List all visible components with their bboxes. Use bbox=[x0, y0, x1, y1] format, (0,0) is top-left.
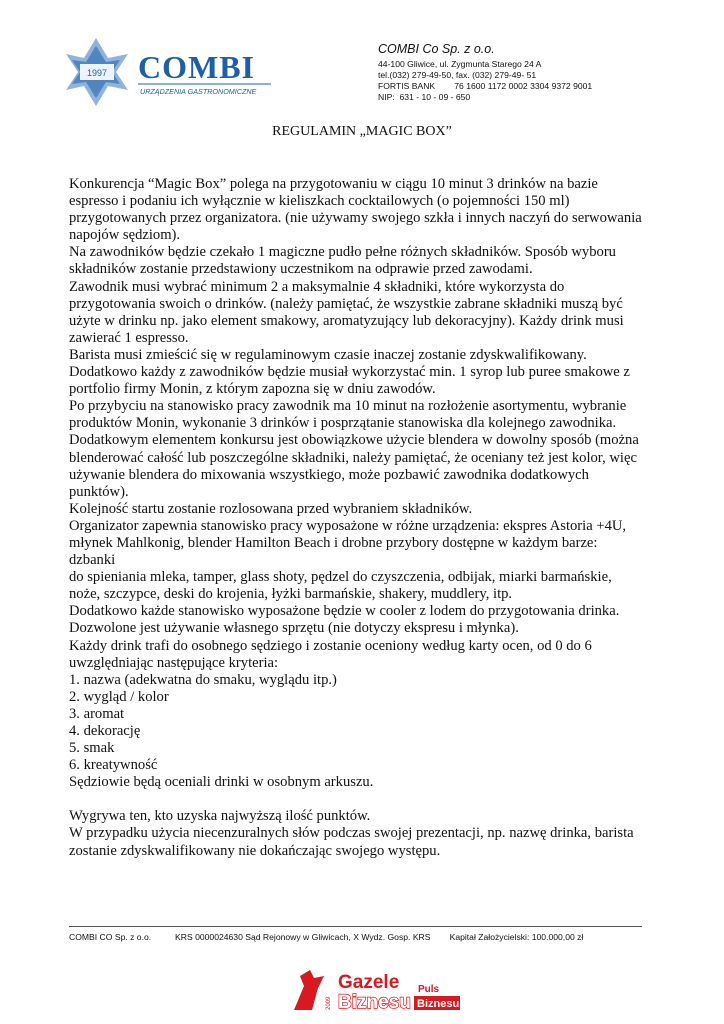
body-line: Po przybyciu na stanowisko pracy zawodnik ma 10 minut na rozłożenie asortymentu, wybranie bbox=[69, 398, 627, 415]
body-line: 3. aromat bbox=[69, 705, 125, 722]
body-line: Zawodnik musi wybrać minimum 2 a maksymalnie 4 składniki, które wykorzysta do bbox=[69, 278, 565, 295]
company-bank: FORTIS BANK 76 1600 1172 0002 3304 9372 9001 bbox=[378, 81, 593, 91]
body-line: Dodatkowo każde stanowisko wyposażone będzie w cooler z lodem do przygotowania drinka. bbox=[69, 603, 620, 620]
body-line: zostanie zdyskwalifikowany nie dokańczając swojego występu. bbox=[69, 842, 441, 859]
body-line: używanie blendera do mixowania wszystkiego, może pozbawić zawodnika dodatkowych bbox=[69, 466, 589, 483]
body-line: W przypadku użycia niecenzuralnych słów podczas swojej prezentacji, np. nazwę drinka, barista bbox=[69, 825, 634, 842]
combi-logo bbox=[66, 38, 276, 106]
logo-year: 1997 bbox=[86, 68, 108, 78]
body-line: espresso i podaniu ich wyłącznie w kieliszkach cocktailowych (o pojemności 150 ml) bbox=[69, 193, 570, 210]
body-line: użyte w drinku np. jako element smakowy, aromatyzujący lub dekoracyjny). Każdy drink musi bbox=[69, 312, 624, 329]
body-line: 2. wygląd / kolor bbox=[69, 688, 169, 705]
footer-divider bbox=[69, 926, 642, 927]
blank-line bbox=[69, 791, 644, 808]
body-line: noże, szczypce, deski do krojenia, łyżki barmańskie, shakery, muddlery, itp. bbox=[69, 586, 513, 603]
body-line: Dozwolone jest używanie własnego sprzętu (nie dotyczy ekspresu i młynka). bbox=[69, 620, 519, 637]
body-line: młynek Mahlkonig, blender Hamilton Beach i drobne przybory dostępne w każdym barze: dzbanki bbox=[69, 534, 598, 569]
badge-puls: Puls bbox=[418, 984, 440, 995]
body-line: 5. smak bbox=[69, 740, 115, 757]
company-name: COMBI Co Sp. z o.o. bbox=[378, 42, 495, 56]
badge-biznesu: Biznesu bbox=[338, 992, 411, 1013]
body-line: do spieniania mleka, tamper, glass shoty, pędzel do czyszczenia, odbijak, miarki barmańskie, bbox=[69, 569, 612, 586]
body-line: Sędziowie będą oceniali drinki w osobnym arkuszu. bbox=[69, 774, 374, 791]
body-line: Na zawodników będzie czekało 1 magiczne pudło pełne różnych składników. Sposób wyboru bbox=[69, 244, 616, 261]
company-phone: tel.(032) 279-49-50, fax. (032) 279-49- 51 bbox=[378, 70, 537, 80]
company-nip: NIP: 631 - 10 - 09 - 650 bbox=[378, 92, 471, 102]
body-line: produktów Monin, wykonanie 3 drinków i posprzątanie stanowiska dla kolejnego zawodnika. bbox=[69, 415, 617, 432]
badge-biznesu-small: Biznesu bbox=[417, 998, 460, 1010]
document-title: REGULAMIN „MAGIC BOX” bbox=[272, 124, 452, 139]
company-address: 44-100 Gliwice, ul. Zygmunta Starego 24 A bbox=[378, 59, 542, 69]
body-line: 4. dekorację bbox=[69, 723, 141, 739]
company-info bbox=[378, 42, 592, 103]
body-line: blenderować całość lub poszczególne składniki, należy pamiętać, że oceniany też jest kolor, więc bbox=[69, 449, 637, 466]
logo-brand: COMBI bbox=[138, 49, 255, 85]
body-line: Konkurencja “Magic Box” polega na przygotowaniu w ciągu 10 minut 3 drinków na bazie bbox=[69, 176, 598, 192]
body-line: zawierać 1 espresso. bbox=[69, 329, 189, 346]
body-line: Barista musi zmieścić się w regulaminowym czasie inaczej zostanie zdyskwalifikowany. bbox=[69, 346, 587, 363]
gazelle-icon bbox=[294, 970, 324, 1010]
body-line: Dodatkowo każdy z zawodników będzie musiał wykorzystać min. 1 syrop lub puree smakowe z bbox=[69, 364, 630, 381]
body-line: Kolejność startu zostanie rozlosowana przed wybraniem składników. bbox=[69, 500, 473, 517]
body-line: Organizator zapewnia stanowisko pracy wyposażone w różne urządzenia: ekspres Astoria +4U, bbox=[69, 517, 627, 534]
body-line: przygotowanych przez organizatora. (nie używamy swojego szkła i innych naczyń do serwowania bbox=[69, 210, 642, 227]
body-line: składników zostanie przedstawiony uczestnikom na odprawie przed zawodami. bbox=[69, 261, 533, 278]
body-line: 1. nazwa (adekwatna do smaku, wyglądu itp.) bbox=[69, 671, 337, 688]
footer-text: COMBI CO Sp. z o.o. KRS 0000024630 Sąd Rejonowy w Gliwicach, X Wydz. Gosp. KRS Kapitał Założycielski: 100.000,00 zł bbox=[69, 932, 584, 942]
body-line: 6. kreatywność bbox=[69, 757, 158, 774]
body-line: Wygrywa ten, kto uzyska najwyższą ilość punktów. bbox=[69, 808, 371, 825]
body-line: Dodatkowym elementem konkursu jest obowiązkowe użycie blendera w dowolny sposób (można bbox=[69, 432, 639, 449]
gazele-biznesu-badge bbox=[290, 966, 462, 1014]
body-line: napojów sędziom). bbox=[69, 227, 181, 244]
body-line: punktów). bbox=[69, 483, 129, 500]
badge-gazele: Gazele bbox=[338, 972, 400, 993]
body-line: uwzględniając następujące kryteria: bbox=[69, 654, 279, 671]
body-line: portfolio firmy Monin, z którym zapozna się w dniu zawodów. bbox=[69, 381, 436, 398]
badge-year: 2009 bbox=[326, 996, 332, 1010]
body-line: Każdy drink trafi do osobnego sędziego i zostanie oceniony według karty ocen, od 0 do 6 bbox=[69, 637, 592, 654]
document-body bbox=[69, 176, 644, 860]
body-line: przygotowania swoich o drinków. (należy pamiętać, że wszystkie zabrane składniki muszą być bbox=[69, 295, 623, 312]
logo-tagline: URZĄDZENIA GASTRONOMICZNE bbox=[140, 87, 257, 96]
